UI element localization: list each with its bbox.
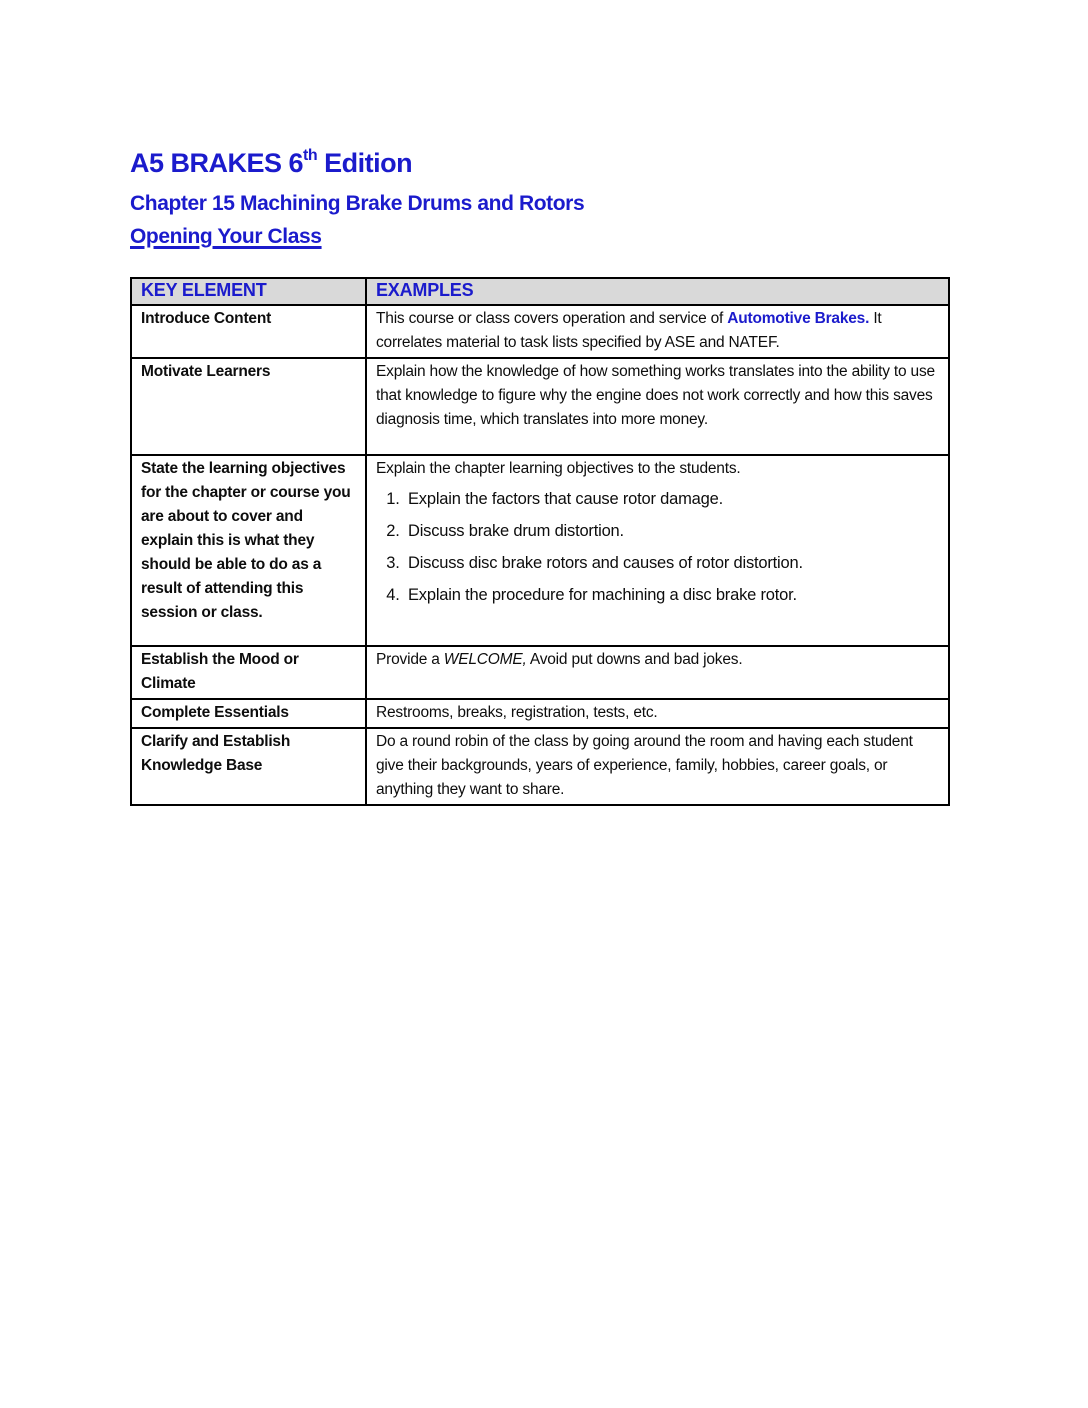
key-element-cell: Introduce Content	[131, 305, 366, 358]
chapter-title: Chapter 15 Machining Brake Drums and Rotors	[130, 192, 585, 215]
example-cell	[366, 455, 949, 646]
table-row	[131, 305, 949, 358]
document-title	[130, 148, 958, 179]
example-text	[376, 307, 939, 355]
objective-item: 1. Explain the factors that cause rotor damage.	[404, 487, 939, 511]
example-text	[376, 701, 939, 725]
example-cell	[366, 305, 949, 358]
example-text-segment: Automotive Brakes.	[727, 310, 870, 327]
key-element-cell: Establish the Mood or Climate	[131, 646, 366, 699]
example-cell	[366, 728, 949, 805]
document-title-superscript: th	[303, 147, 318, 164]
example-text	[376, 360, 939, 432]
table-row	[131, 699, 949, 728]
table-row	[131, 455, 949, 646]
key-element-cell: Motivate Learners	[131, 358, 366, 455]
table-row	[131, 358, 949, 455]
col-header-key-element: KEY ELEMENT	[131, 278, 366, 305]
example-text-segment: Provide a	[376, 651, 444, 668]
key-element-cell: State the learning objectives for the chapter or course you are about to cover and explain this is what they should be able to do as a result of attending this session or class.	[131, 455, 366, 646]
example-cell	[366, 699, 949, 728]
objective-item: 2. Discuss brake drum distortion.	[404, 519, 939, 543]
example-cell	[366, 646, 949, 699]
document-title-rest: Edition	[317, 148, 413, 178]
example-text-segment: WELCOME,	[443, 651, 527, 668]
col-header-examples: EXAMPLES	[366, 278, 949, 305]
example-text	[376, 648, 939, 672]
table-row	[131, 646, 949, 699]
key-element-cell: Complete Essentials	[131, 699, 366, 728]
key-element-cell: Clarify and Establish Knowledge Base	[131, 728, 366, 805]
example-text-segment: This course or class covers operation and service of	[376, 310, 728, 327]
example-text-segment: Explain the chapter learning objectives to the students.	[376, 460, 741, 477]
objective-item: 3. Discuss disc brake rotors and causes of rotor distortion.	[404, 551, 939, 575]
example-text-segment: Explain how the knowledge of how something works translates into the ability to use that knowledge to figure why the engine does not work correctly and how this saves diagnosis time, which translates into more money.	[376, 363, 935, 428]
document-title-main: A5 BRAKES 6	[130, 148, 304, 178]
objective-item: 4. Explain the procedure for machining a disc brake rotor.	[404, 583, 939, 607]
example-text-segment: Do a round robin of the class by going around the room and having each student give their backgrounds, years of experience, family, hobbies, career goals, or anything they want to share.	[376, 733, 913, 798]
example-text	[376, 457, 939, 481]
example-text	[376, 730, 939, 802]
section-title: Opening Your Class	[130, 225, 322, 248]
table-row	[131, 728, 949, 805]
table-header-row	[131, 278, 949, 305]
example-text-segment: It correlates material to task lists specified by ASE and NATEF.	[376, 310, 882, 351]
example-cell	[366, 358, 949, 455]
key-element-table	[130, 277, 950, 806]
objectives-list	[376, 487, 939, 607]
example-text-segment: Restrooms, breaks, registration, tests, etc.	[376, 704, 658, 721]
document-page	[130, 148, 958, 806]
example-text-segment: Avoid put downs and bad jokes.	[526, 651, 743, 668]
